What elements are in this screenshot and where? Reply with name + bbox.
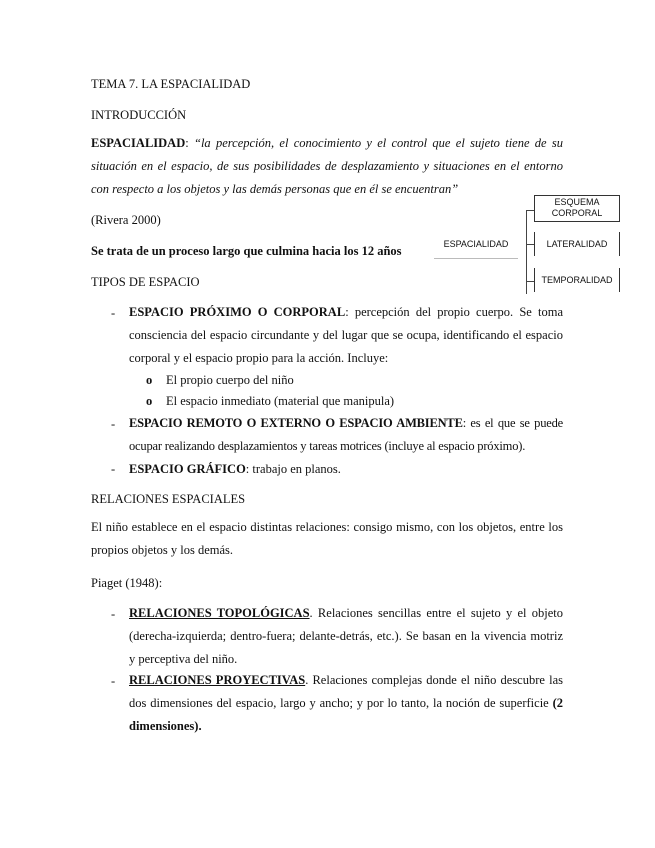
diagram-child-esquema-corporal: ESQUEMA CORPORAL <box>534 195 620 222</box>
type-text: : trabajo en planos. <box>245 462 341 476</box>
intro-heading: INTRODUCCIÓN <box>91 108 187 122</box>
type-term: ESPACIO REMOTO O EXTERNO O ESPACIO AMBIENTE <box>129 416 463 430</box>
diagram-root-underline <box>434 258 518 259</box>
relation-term: RELACIONES PROYECTIVAS <box>129 673 306 687</box>
type-text: : es el que se puede ocupar realizando desplazamientos y tareas motrices (incluye al espacio próximo). <box>129 416 563 453</box>
type-text: : percepción del propio cuerpo. Se toma consciencia del espacio circundante y del lugar que se ocupa, identificando el espacio corporal y el espacio propio para la acción. Incluye: <box>129 305 564 365</box>
subitem: El espacio inmediato (material que manipula) <box>166 394 395 408</box>
definition-term: ESPACIALIDAD <box>91 136 186 150</box>
page-title: TEMA 7. LA ESPACIALIDAD <box>91 77 251 91</box>
list-dash: - <box>111 462 116 476</box>
relation-text: . Relaciones sencillas entre el sujeto y el objeto (derecha-izquierda; dentro-fuera; delante-detrás, etc.). Se basan en la vivencia motriz y perceptiva del niño. <box>129 606 563 666</box>
relation-item-proyectivas <box>129 669 563 738</box>
list-dash: - <box>111 306 116 320</box>
relations-heading: RELACIONES ESPACIALES <box>91 492 246 506</box>
relation-item-topologicas <box>129 602 563 671</box>
type-term: ESPACIO GRÁFICO <box>129 462 246 476</box>
citation: (Rivera 2000) <box>91 213 161 227</box>
diagram-tick-2 <box>526 244 534 245</box>
type-item-remoto <box>129 412 563 458</box>
type-item-grafico <box>129 461 341 477</box>
diagram-root: ESPACIALIDAD <box>436 237 516 251</box>
process-note: Se trata de un proceso largo que culmina hacia los 12 años <box>91 244 402 258</box>
relation-bold-end: (2 dimensiones). <box>129 696 563 733</box>
diagram-child-temporalidad: TEMPORALIDAD <box>534 268 620 292</box>
diagram-tick-3 <box>526 281 534 282</box>
sublist-bullet: o <box>146 394 153 408</box>
definition-quote: “la percepción, el conocimiento y el control que el sujeto tiene de su situación en el espacio, de sus posibilidades de desplazamiento y situaciones en el entorno con respecto a los objetos y las demás personas que en él se encuentran” <box>91 136 563 196</box>
type-term: ESPACIO PRÓXIMO O CORPORAL <box>129 305 346 319</box>
list-dash: - <box>111 607 116 621</box>
list-dash: - <box>111 674 116 688</box>
subitem: El propio cuerpo del niño <box>166 373 294 387</box>
definition-paragraph <box>91 132 563 201</box>
diagram-tick-1 <box>526 210 534 211</box>
definition-colon: : <box>185 136 194 150</box>
list-dash: - <box>111 417 116 431</box>
relations-intro: El niño establece en el espacio distintas relaciones: consigo mismo, con los objetos, entre los propios objetos y los demás. <box>91 520 563 557</box>
types-heading: TIPOS DE ESPACIO <box>91 275 200 289</box>
sublist-bullet: o <box>146 373 153 387</box>
piaget-reference: Piaget (1948): <box>91 576 163 590</box>
diagram-child-lateralidad: LATERALIDAD <box>534 232 620 256</box>
relation-text: . Relaciones complejas donde el niño descubre las dos dimensiones del espacio, largo y ancho; y por lo tanto, la noción de superficie <box>129 673 563 710</box>
relation-term: RELACIONES TOPOLÓGICAS <box>129 606 310 620</box>
type-item-proximo <box>129 301 563 370</box>
